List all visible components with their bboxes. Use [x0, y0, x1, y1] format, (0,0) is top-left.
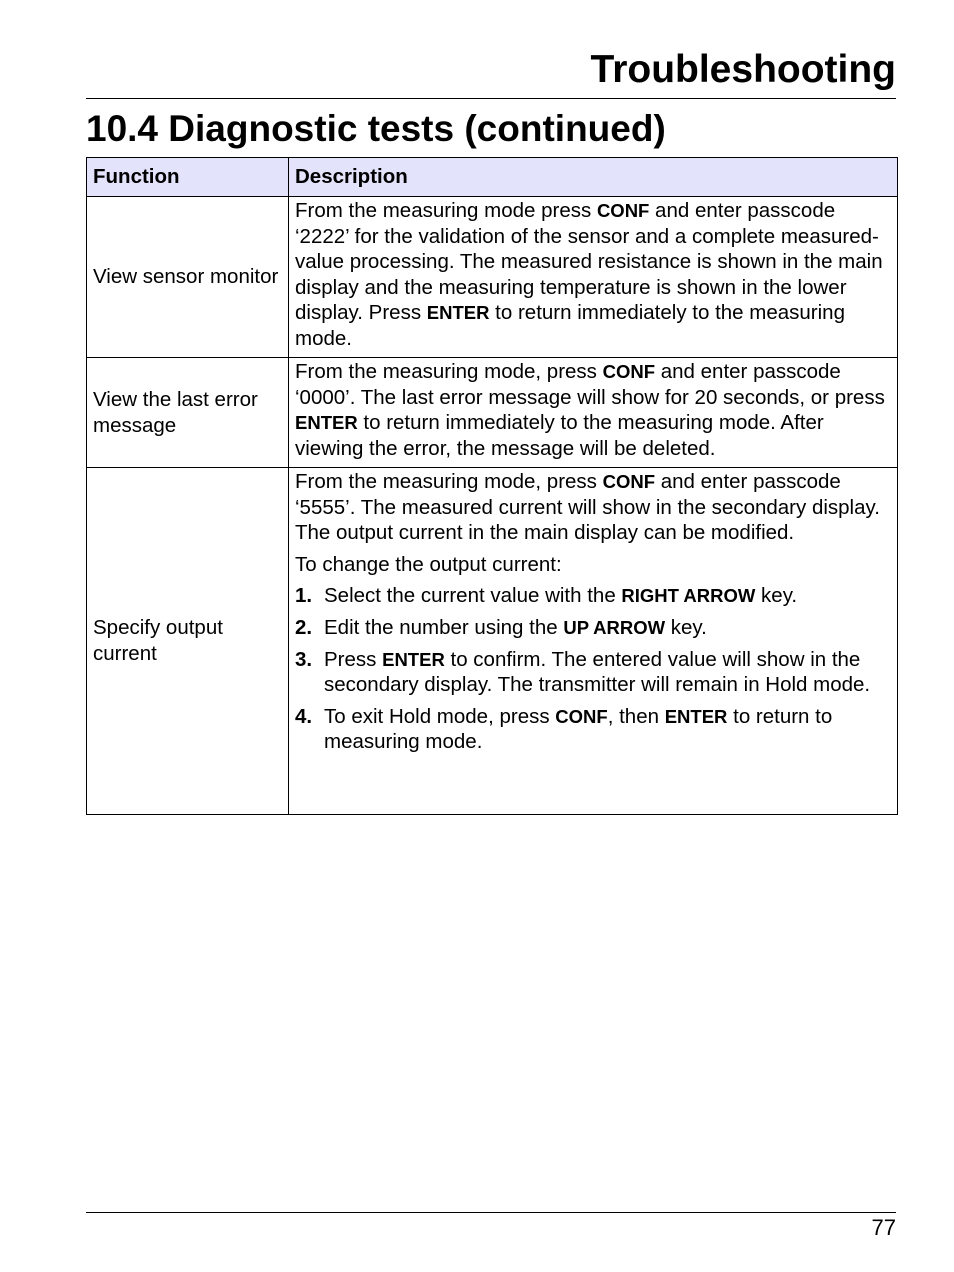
column-header-function: Function — [87, 158, 289, 197]
table-row — [87, 197, 898, 358]
text-run: Select the current value with the — [324, 584, 622, 608]
key-label: CONF — [555, 705, 608, 727]
key-label: RIGHT ARROW — [621, 585, 756, 607]
text-run: key. — [755, 584, 798, 608]
text-run: to confirm. The entered value will show in the secondary display. The transmitter will remain in Hold mode. — [324, 647, 871, 697]
function-cell: View the last error message — [87, 358, 289, 468]
step-number: 2. — [295, 615, 313, 639]
column-header-description: Description — [289, 158, 898, 197]
steps-list — [295, 583, 891, 755]
text-run: to return to measuring mode. — [324, 704, 833, 754]
text-run: Press — [324, 647, 383, 671]
table-row — [87, 468, 898, 815]
text-run: To exit Hold mode, press — [324, 704, 556, 728]
diagnostic-tests-table — [86, 157, 898, 815]
text-run: key. — [665, 615, 707, 639]
text-run: to return immediately to the measuring mode. — [295, 301, 845, 350]
step-number: 1. — [295, 584, 313, 608]
description-cell — [289, 197, 898, 358]
table-row — [87, 358, 898, 468]
key-label: UP ARROW — [563, 616, 666, 638]
text-run: From the measuring mode, press — [295, 470, 603, 493]
key-label: ENTER — [426, 302, 490, 324]
description-cell — [289, 358, 898, 468]
key-label: ENTER — [295, 412, 358, 434]
section-title: 10.4 Diagnostic tests (continued) — [86, 108, 666, 149]
description-text — [295, 469, 891, 546]
footer-divider — [86, 1212, 896, 1213]
text-run: to return immediately to the measuring mode. After viewing the error, the message will be deleted. — [295, 411, 824, 460]
list-item — [295, 583, 891, 609]
text-run: From the measuring mode, press — [295, 360, 603, 383]
text-run: , then — [607, 704, 665, 728]
function-cell: Specify output current — [87, 468, 289, 815]
text-run: and enter passcode ‘2222’ for the validation of the sensor and a complete measured-value processing. The measured resistance is shown in the main display and the measuring temperature is shown in the lower display. Press — [295, 199, 883, 325]
key-label: CONF — [602, 471, 656, 492]
function-cell: View sensor monitor — [87, 197, 289, 358]
key-label: ENTER — [382, 648, 445, 670]
description-cell — [289, 468, 898, 815]
list-item — [295, 704, 891, 755]
page-number: 77 — [871, 1215, 896, 1240]
steps-intro: To change the output current: — [295, 552, 562, 576]
text-run: From the measuring mode press — [295, 199, 597, 222]
chapter-title: Troubleshooting — [590, 48, 896, 91]
text-run: and enter passcode ‘5555’. The measured current will show in the secondary display. The output current in the main display can be modified. — [295, 470, 880, 545]
text-run: Edit the number using the — [324, 615, 564, 639]
step-number: 3. — [295, 647, 313, 671]
key-label: CONF — [602, 361, 656, 382]
list-item — [295, 647, 891, 698]
step-number: 4. — [295, 704, 313, 728]
header-divider — [86, 98, 896, 99]
description-text — [295, 198, 891, 352]
key-label: CONF — [596, 200, 650, 221]
description-text — [295, 359, 891, 461]
list-item — [295, 615, 891, 641]
key-label: ENTER — [664, 705, 728, 727]
text-run: and enter passcode ‘0000’. The last error message will show for 20 seconds, or press — [295, 360, 885, 409]
table-header-row — [87, 158, 898, 197]
